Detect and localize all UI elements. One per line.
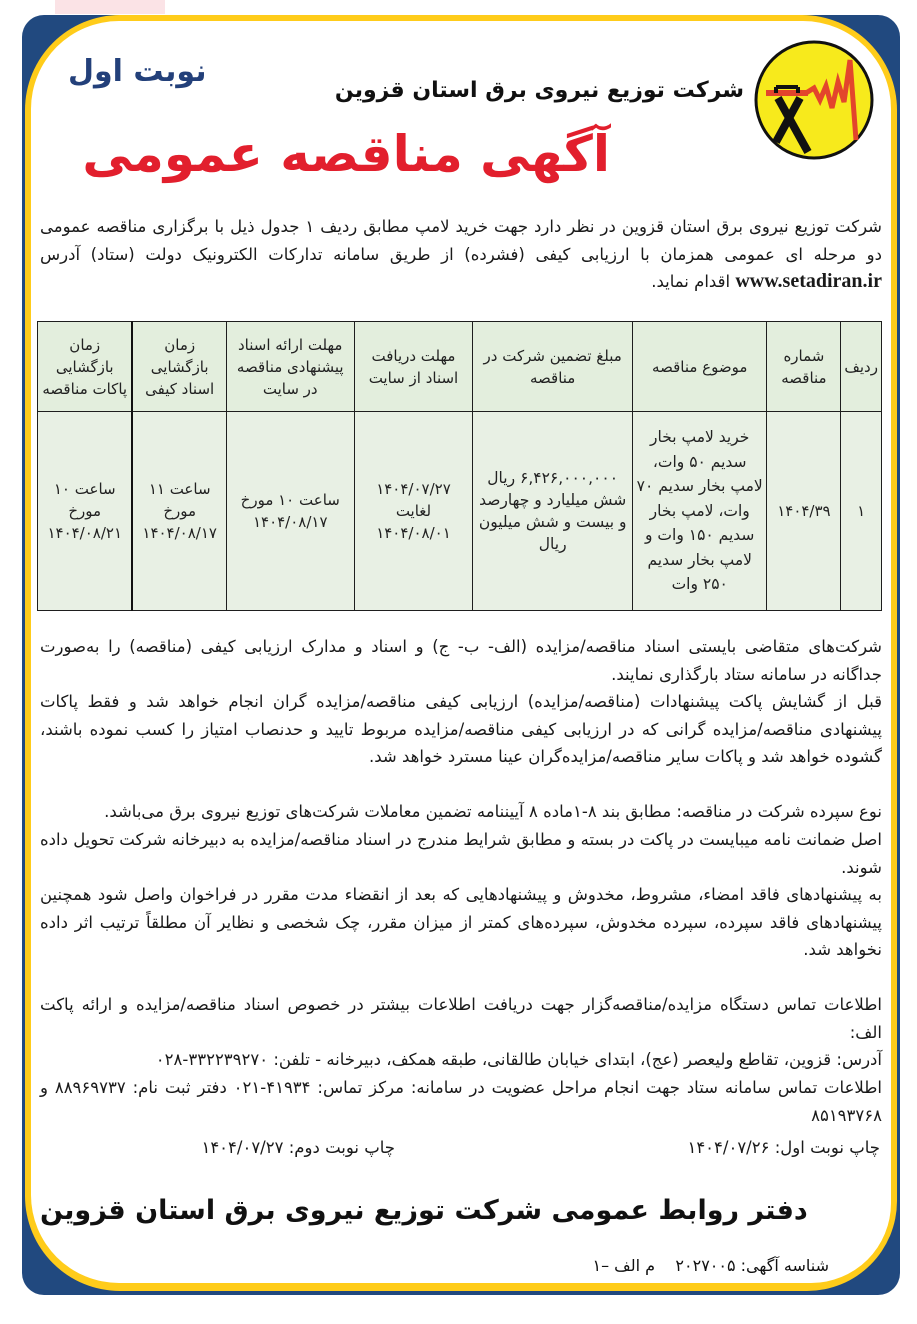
intro-text: شرکت توزیع نیروی برق استان قزوین در نظر دارد جهت خرید لامپ مطابق ردیف ۱ جدول ذیل با برگزاری مناقصه عمومی دو مرحله ای عمومی همزمان با ارزیابی کیفی (فشرده) از طریق سامانه تدارکات الکترونیک دولت (ستاد) آدرس <box>40 217 883 264</box>
cell-quality-opening: ساعت ۱۱ مورخ ۱۴۰۴/۰۸/۱۷ <box>132 412 226 611</box>
intro-paragraph <box>40 213 882 296</box>
table-header-row <box>38 322 882 412</box>
neighbor-article-strip <box>55 0 165 14</box>
power-distribution-logo-icon <box>752 38 876 162</box>
table-row <box>38 412 882 611</box>
first-print-date: چاپ نوبت اول: ۱۴۰۴/۰۷/۲۶ <box>687 1138 880 1157</box>
cell-bid-deadline: ساعت ۱۰ مورخ ۱۴۰۴/۰۸/۱۷ <box>226 412 354 611</box>
intro-text-end: اقدام نماید. <box>651 272 731 291</box>
header-doc-deadline: مهلت دریافت اسناد از سایت <box>354 322 473 412</box>
ad-identifier: شناسه آگهی: ۲۰۲۷۰۰۵ م الف –۱ <box>592 1256 829 1275</box>
cell-row-number: ۱ <box>841 412 882 611</box>
cell-doc-deadline: ۱۴۰۴/۰۷/۲۷ لغایت ۱۴۰۴/۰۸/۰۱ <box>354 412 473 611</box>
header-bid-deadline: مهلت ارائه اسناد پیشنهادی مناقصه در سایت <box>226 322 354 412</box>
paragraph-address: آدرس: قزوین، تقاطع ولیعصر (عج)، ابتدای خیابان طالقانی، طبقه همکف، دبیرخانه - تلفن: ۳۳۲۲۳۹۲۷۰-۰۲۸ <box>155 1050 882 1069</box>
neighbor-article-column <box>0 0 18 1324</box>
header-subject: موضوع مناقصه <box>632 322 766 412</box>
header-guarantee: مبلغ تضمین شرکت در مناقصه <box>473 322 633 412</box>
header-tender-number: شماره مناقصه <box>767 322 841 412</box>
paragraph-deposit-type: نوع سپرده شرکت در مناقصه: مطابق بند ۸-۱ماده ۸ آییننامه تضمین معاملات شرکت‌های توزیع نیروی برق می‌باشد. <box>104 802 882 821</box>
setad-website-link[interactable]: www.setadiran.ir <box>735 270 882 292</box>
header-quality-opening: زمان بازگشایی اسناد کیفی <box>132 322 226 412</box>
paragraph-contact-info: اطلاعات تماس دستگاه مزایده/مناقصه‌گزار جهت دریافت اطلاعات بیشتر در خصوص اسناد مناقصه/مزایده و ارائه پاکت الف: <box>40 995 882 1042</box>
cell-tender-number: ۱۴۰۴/۳۹ <box>767 412 841 611</box>
paragraph-invalid-bids: به پیشنهادهای فاقد امضاء، مشروط، مخدوش و پیشنهادهایی که بعد از انقضاء مدت مقرر در فراخوان واصل شود همچنین پیشنهادهای فاقد سپرده، سپرده مخدوش، سپرده‌های کمتر از میزان مقرر، چک شخصی و نظایر آن مطلقاً ترتیب اثر داده نخواهد شد. <box>40 885 882 959</box>
header-row-number: ردیف <box>841 322 882 412</box>
round-label: نوبت اول <box>68 54 207 89</box>
paragraph-quality-evaluation: قبل از گشایش پاکت پیشنهادات (مناقصه/مزایده) ارزیابی کیفی مناقصه/مزایده گران انجام خواهد شد و فقط پاکات پیشنهادی مناقصه/مزایده گرانی که در ارزیابی کیفی مناقصه/مزایده مربوط تایید و حدنصاب امتیاز را کسب نموده باشند، گشوده خواهد شد و پاکات سایر مناقصه/مزایده‌گران عینا مسترد خواهد شد. <box>40 692 882 766</box>
cell-guarantee <box>473 412 633 611</box>
company-name: شرکت توزیع نیروی برق استان قزوین <box>334 78 744 103</box>
cell-subject: خرید لامپ بخار سدیم ۵۰ وات، لامپ بخار سدیم ۷۰ وات، لامپ بخار سدیم ۱۵۰ وات و لامپ بخار سدیم ۲۵۰ وات <box>632 412 766 611</box>
paragraph-guarantee-original: اصل ضمانت نامه میبایست در پاکت در بسته و مطابق شرایط مندرج در اسناد مناقصه/مزایده به دبیرخانه شرکت تحویل داده شوند. <box>40 830 882 877</box>
ad-title: آگهی مناقصه عمومی <box>82 125 610 183</box>
tender-table <box>37 321 882 611</box>
guarantee-words: شش میلیارد و چهارصد و بیست و شش میلیون ریال <box>478 491 627 553</box>
paragraph-setad-contact: اطلاعات تماس سامانه ستاد جهت انجام مراحل عضویت در سامانه: مرکز تماس: ۴۱۹۳۴-۰۲۱ دفتر ثبت نام: ۸۸۹۶۹۷۳۷ و ۸۵۱۹۳۷۶۸ <box>40 1078 882 1125</box>
public-relations-office: دفتر روابط عمومی شرکت توزیع نیروی برق استان قزوین <box>40 1195 808 1226</box>
paragraph-upload-documents: شرکت‌های متقاضی بایستی اسناد مناقصه/مزایده (الف- ب- ج) و اسناد و مدارک ارزیابی کیفی (مناقصه) را به‌صورت جداگانه در سامانه ستاد بارگذاری نمایند. <box>40 637 882 684</box>
header-envelope-opening: زمان بازگشایی پاکات مناقصه <box>38 322 133 412</box>
guarantee-amount: ۶,۴۲۶,۰۰۰,۰۰۰ ریال <box>487 469 619 487</box>
second-print-date: چاپ نوبت دوم: ۱۴۰۴/۰۷/۲۷ <box>201 1138 395 1157</box>
cell-envelope-opening: ساعت ۱۰ مورخ ۱۴۰۴/۰۸/۲۱ <box>38 412 133 611</box>
